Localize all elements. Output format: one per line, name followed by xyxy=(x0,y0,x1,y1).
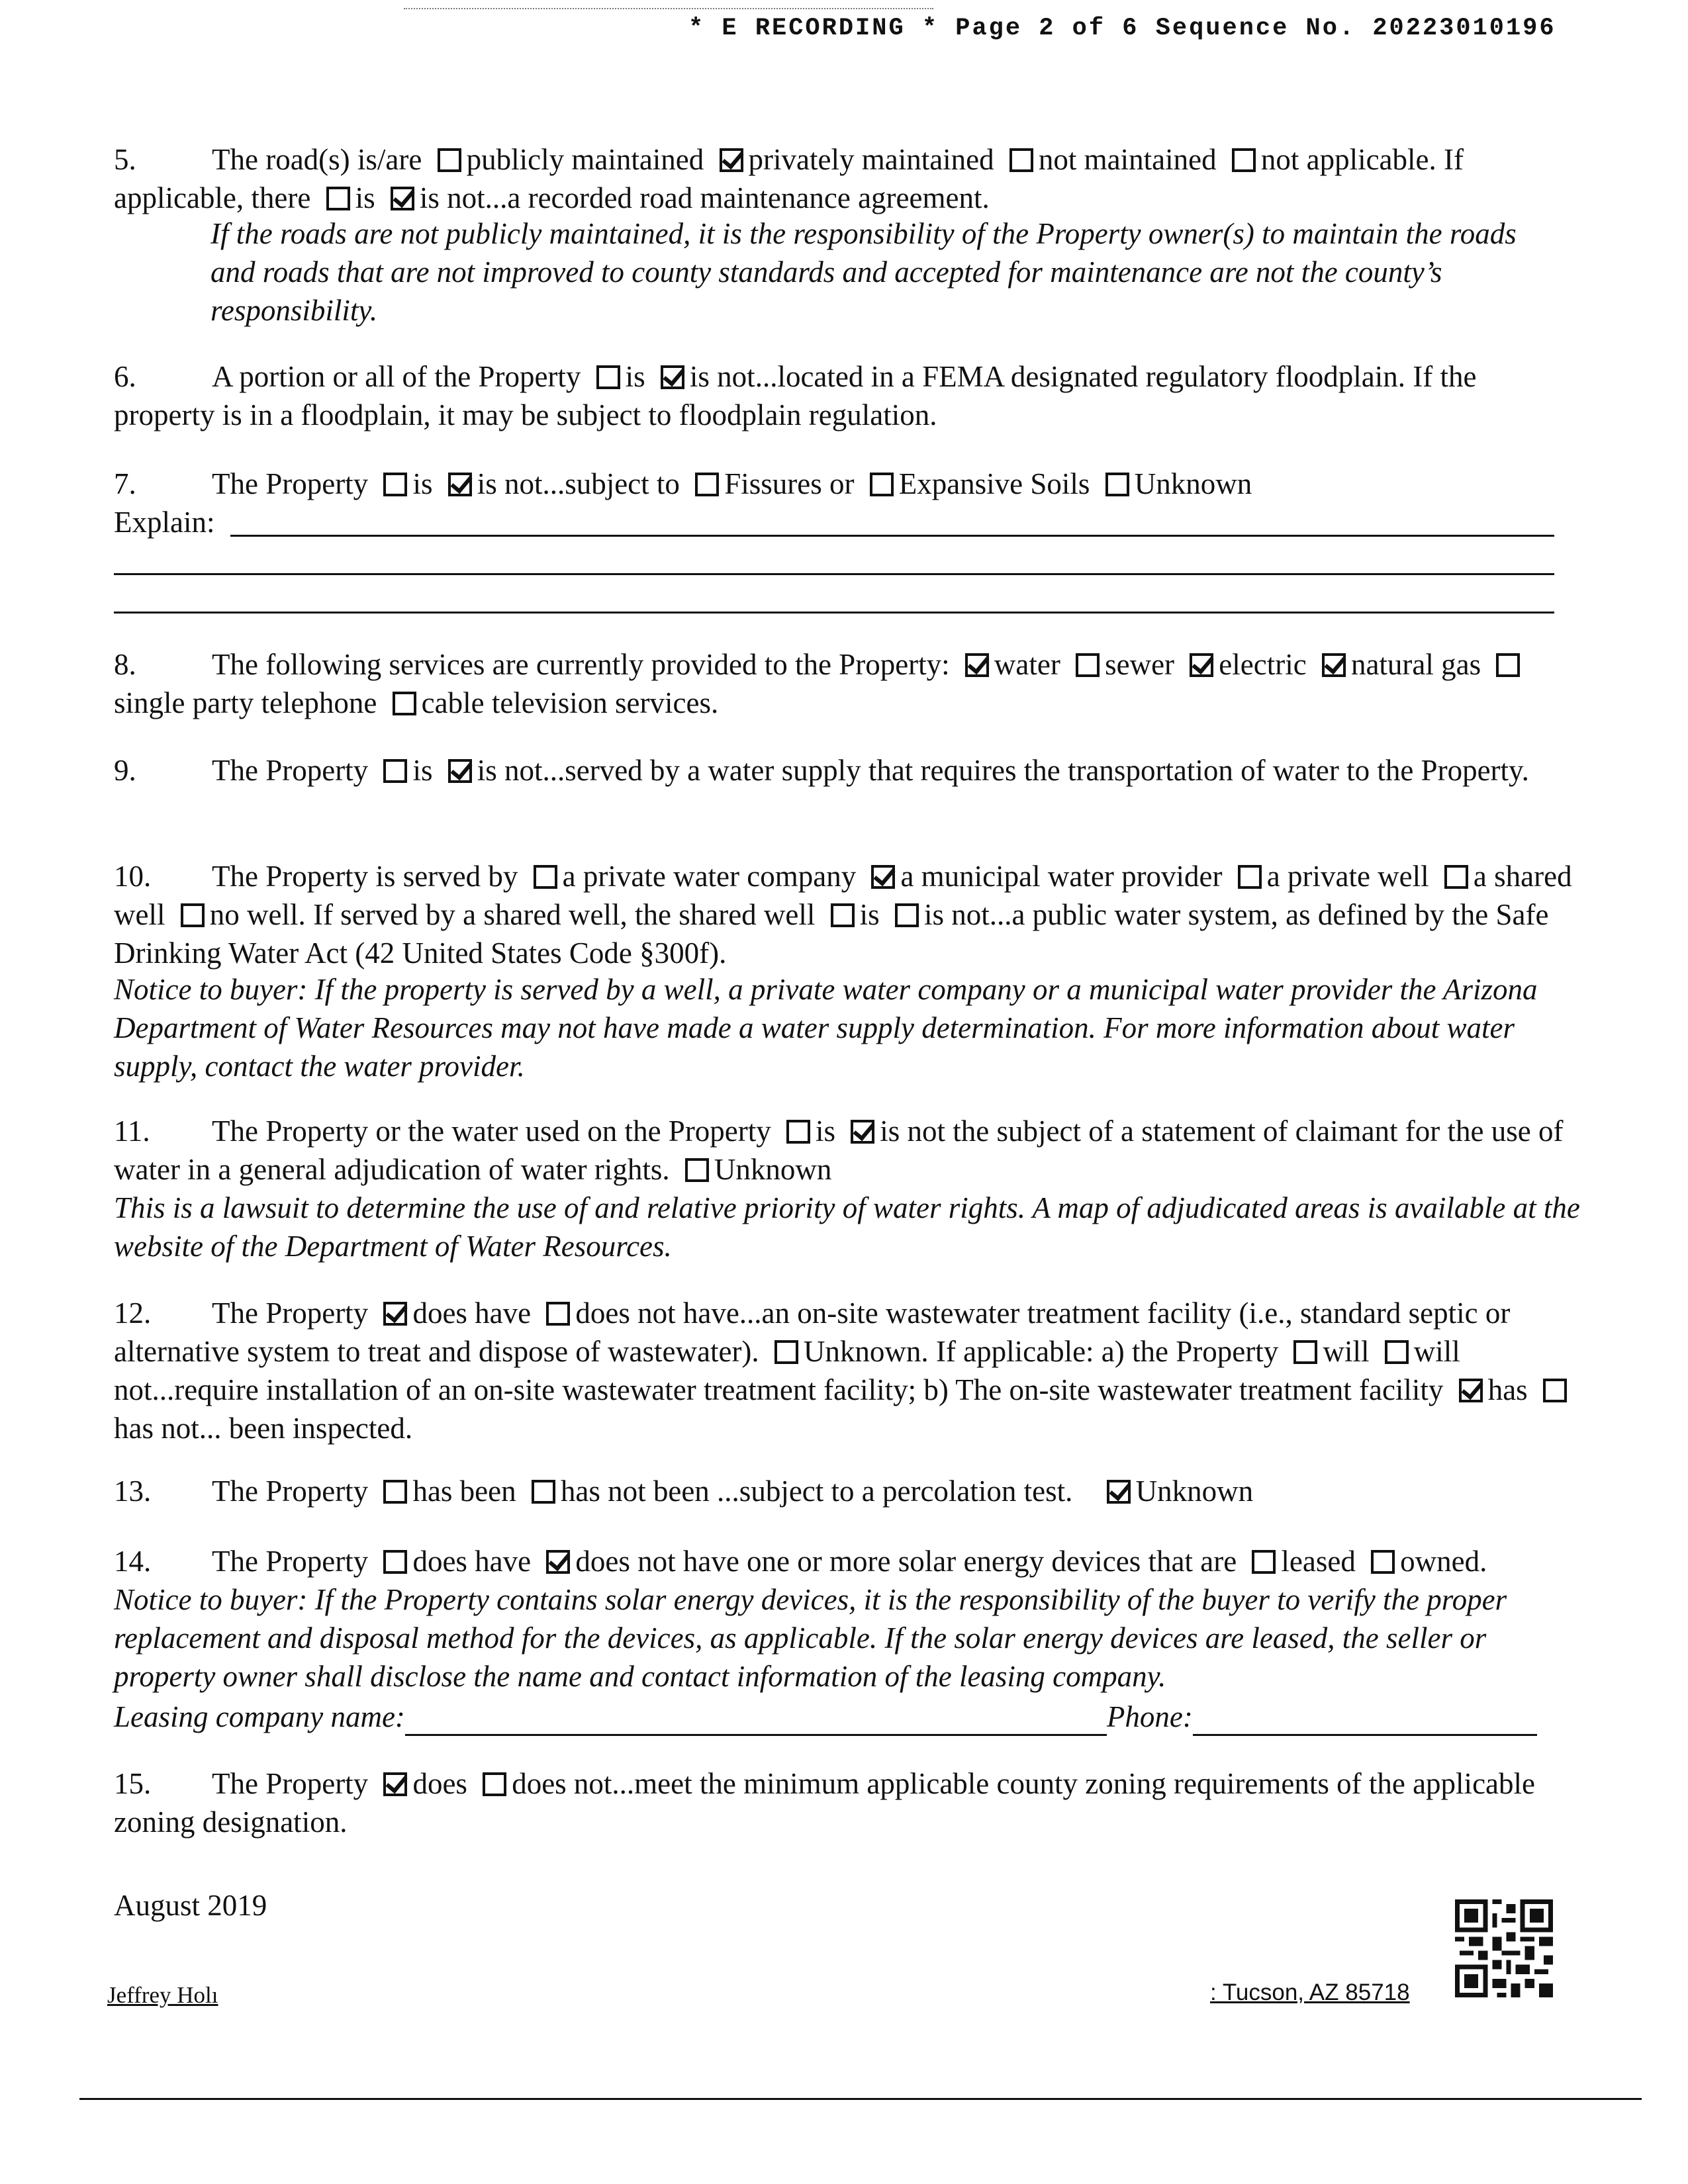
checkbox-solar-does-not-have[interactable] xyxy=(546,1550,570,1574)
checkbox-zoning-does[interactable] xyxy=(383,1772,407,1796)
item-12: 12. The Property does have does not have...an on-site wastewater treatment facility (i.e., standard septic or alternative system to treat and dispose of wastewater). Unknown. If applicable: a) the Property will will not...require installation of an on-site wastewater treatment facility; b) The on-site wastewater treatment facility has has not... been inspected. xyxy=(114,1294,1583,1447)
checkbox-publicly-maintained[interactable] xyxy=(438,148,461,172)
checkbox-inspected-has[interactable] xyxy=(1459,1379,1483,1402)
item-11-note: This is a lawsuit to determine the use of and relative priority of water rights. A map of adjudicated areas is available at the website of the Department of Water Resources. xyxy=(114,1191,1580,1263)
checkbox-subject-is[interactable] xyxy=(383,473,407,496)
checkbox-installation-will[interactable] xyxy=(1293,1340,1317,1364)
phone-field[interactable] xyxy=(1193,1696,1537,1736)
checkbox-claimant-is-not[interactable] xyxy=(851,1120,874,1144)
explain-label: Explain: xyxy=(114,506,215,539)
checkbox-soils-unknown[interactable] xyxy=(1105,473,1129,496)
checkbox-telephone[interactable] xyxy=(1496,653,1520,677)
location: : Tucson, AZ 85718 xyxy=(1210,1979,1410,2005)
checkbox-inspected-has-not[interactable] xyxy=(1543,1379,1567,1402)
checkbox-installation-will-not[interactable] xyxy=(1385,1340,1409,1364)
checkbox-sewer[interactable] xyxy=(1076,653,1100,677)
signer-name: Jeffrey Holı xyxy=(107,1982,218,2008)
item-15: 15. The Property does does not...meet the minimum applicable county zoning requirements of the applicable zoning designation. xyxy=(114,1767,1535,1839)
item-13: 13. The Property has been has not been ...subject to a percolation test. Unknown xyxy=(114,1475,1254,1508)
checkbox-percolation-has-not-been[interactable] xyxy=(532,1480,555,1504)
item-9: 9. The Property is is not...served by a water supply that requires the transportation of water to the Property. xyxy=(114,754,1529,787)
checkbox-private-water-company[interactable] xyxy=(534,865,557,889)
checkbox-privately-maintained[interactable] xyxy=(720,148,743,172)
checkbox-solar-does-have[interactable] xyxy=(383,1550,407,1574)
item-5: 5. The road(s) is/are publicly maintained privately maintained not maintained not applicable. If applicable, there is is not...a recorded road maintenance agreement. xyxy=(114,143,1464,214)
checkbox-floodplain-is-not[interactable] xyxy=(661,365,684,389)
checkbox-not-applicable[interactable] xyxy=(1232,148,1256,172)
explain-line-3[interactable] xyxy=(114,612,1554,614)
checkbox-public-system-is[interactable] xyxy=(831,903,855,927)
checkbox-solar-leased[interactable] xyxy=(1252,1550,1276,1574)
item-7: 7. The Property is is not...subject to Fissures or Expansive Soils Unknown xyxy=(114,467,1252,500)
form-date: August 2019 xyxy=(114,1889,267,1922)
checkbox-cable[interactable] xyxy=(393,692,416,715)
explain-line-2[interactable] xyxy=(114,573,1554,575)
checkbox-road-agreement-is-not[interactable] xyxy=(391,187,414,210)
checkbox-expansive-soils[interactable] xyxy=(870,473,894,496)
checkbox-water[interactable] xyxy=(965,653,989,677)
item-14-note: Notice to buyer: If the Property contains solar energy devices, it is the responsibility of the buyer to verify the proper replacement and disposal method for the devices, as applicable. If the solar energy devices are leased, the seller or property owner shall disclose the name and contact information of the leasing company. xyxy=(114,1583,1507,1693)
checkbox-transport-is[interactable] xyxy=(383,759,407,783)
checkbox-road-agreement-is[interactable] xyxy=(326,187,350,210)
checkbox-subject-is-not[interactable] xyxy=(448,473,472,496)
checkbox-no-well[interactable] xyxy=(181,903,205,927)
checkbox-claimant-unknown[interactable] xyxy=(685,1158,709,1182)
item-10-note: Notice to buyer: If the property is served by a well, a private water company or a municipal water provider the Arizona Department of Water Resources may not have made a water supply determination. For more information about water supply, contact the water provider. xyxy=(114,973,1538,1083)
checkbox-transport-is-not[interactable] xyxy=(448,759,472,783)
item-6: 6. A portion or all of the Property is is not...located in a FEMA designated regulatory floodplain. If the property is in a floodplain, it may be subject to floodplain regulation. xyxy=(114,360,1477,432)
checkbox-floodplain-is[interactable] xyxy=(596,365,620,389)
checkbox-private-well[interactable] xyxy=(1238,865,1262,889)
checkbox-not-maintained[interactable] xyxy=(1009,148,1033,172)
phone-label: Phone: xyxy=(1106,1700,1193,1733)
item-14: 14. The Property does have does not have one or more solar energy devices that are leased owned. xyxy=(114,1545,1487,1578)
checkbox-percolation-unknown[interactable] xyxy=(1107,1480,1131,1504)
bottom-rule xyxy=(79,2098,1642,2100)
checkbox-natural-gas[interactable] xyxy=(1322,653,1346,677)
checkbox-shared-well[interactable] xyxy=(1444,865,1468,889)
leasing-company-field[interactable] xyxy=(405,1696,1107,1736)
leasing-company-label: Leasing company name: xyxy=(114,1700,405,1733)
checkbox-percolation-has-been[interactable] xyxy=(383,1480,407,1504)
checkbox-public-system-is-not[interactable] xyxy=(895,903,919,927)
item-11: 11. The Property or the water used on the Property is is not the subject of a statement of claimant for the use of water in a general adjudication of water rights. Unknown xyxy=(114,1115,1564,1186)
item-10: 10. The Property is served by a private water company a municipal water provider a private well a shared well no well. If served by a shared well, the shared well is is not...a public water system, as defined by the Safe Drinking Water Act (42 United States Code §300f). xyxy=(114,860,1572,970)
checkbox-wastewater-unknown[interactable] xyxy=(774,1340,798,1364)
checkbox-electric[interactable] xyxy=(1190,653,1213,677)
checkbox-wastewater-does-not-have[interactable] xyxy=(546,1302,570,1326)
qr-code-icon xyxy=(1455,1899,1553,1997)
recording-header: * E RECORDING * Page 2 of 6 Sequence No. 20223010196 xyxy=(688,15,1556,42)
checkbox-claimant-is[interactable] xyxy=(786,1120,810,1144)
item-5-note: If the roads are not publicly maintained, it is the responsibility of the Property owner(s) to maintain the roads and roads that are not improved to county standards and accepted for maintenance are not the county’s responsibility. xyxy=(211,217,1517,327)
checkbox-zoning-does-not[interactable] xyxy=(483,1772,506,1796)
item-8: 8. The following services are currently provided to the Property: water sewer electric natural gas single party telephone cable television services. xyxy=(114,645,1583,722)
checkbox-fissures[interactable] xyxy=(695,473,719,496)
leasing-row xyxy=(114,1696,1583,1736)
checkbox-municipal-water[interactable] xyxy=(871,865,895,889)
explain-line-1[interactable] xyxy=(230,535,1554,537)
checkbox-wastewater-does-have[interactable] xyxy=(383,1302,407,1326)
checkbox-solar-owned[interactable] xyxy=(1371,1550,1395,1574)
